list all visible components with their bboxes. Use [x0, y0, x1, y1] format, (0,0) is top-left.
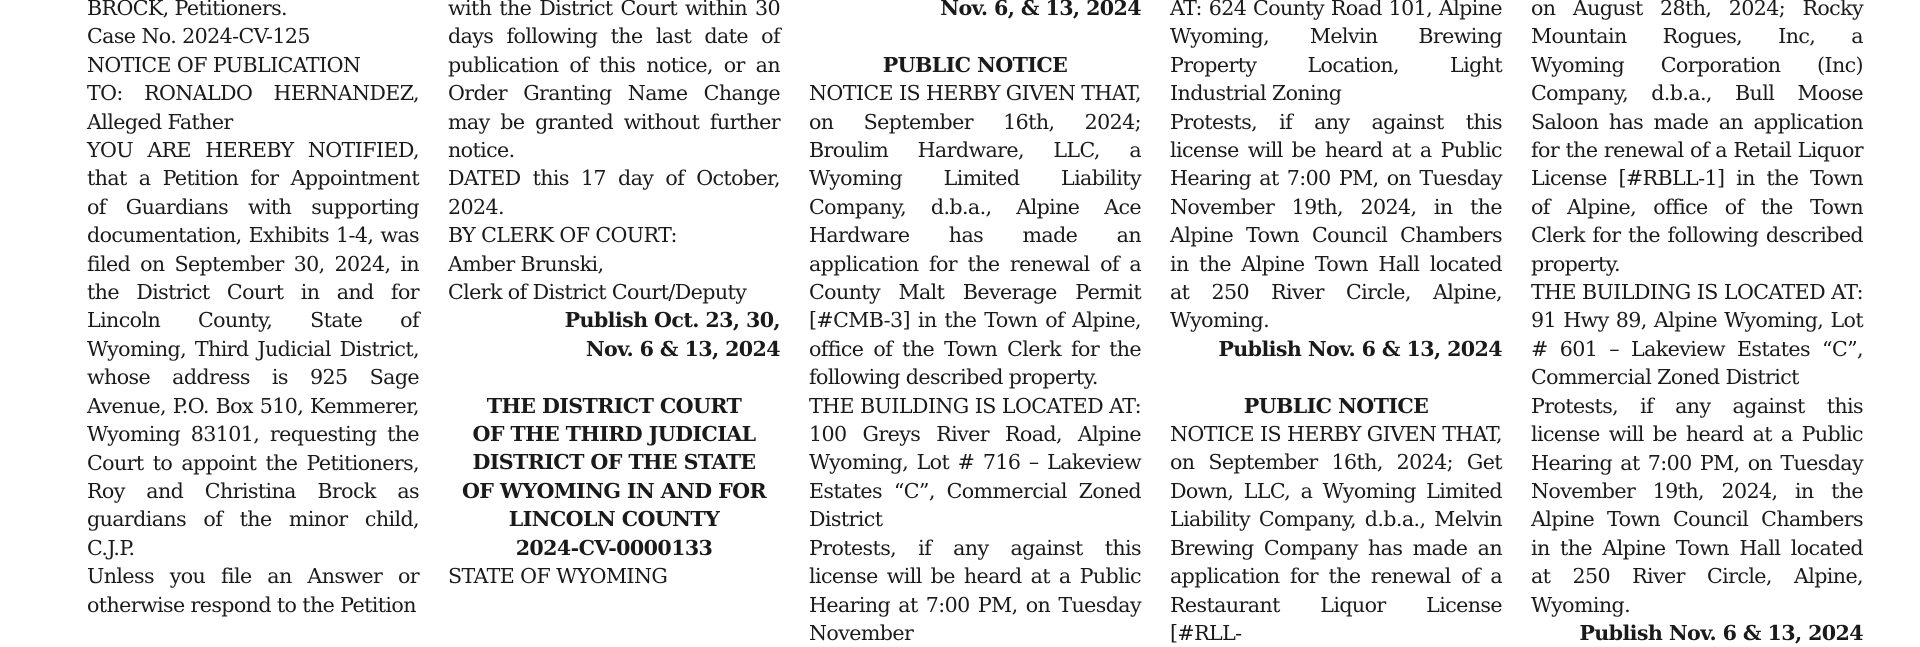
notice-body: THE BUILDING IS LOCATED AT: 91 Hwy 89, Alpine Wyoming, Lot # 601 – Lakeview Estates “C”, Commercial Zoned District: [1531, 280, 1863, 390]
notice-heading: OF WYOMING IN AND FOR: [461, 478, 767, 503]
notice-body: STATE OF WYOMING: [448, 564, 668, 589]
notice-signature: BY CLERK OF COURT:: [448, 223, 677, 248]
column-5: [1531, 0, 1863, 647]
notice-heading: OF THE THIRD JUDICIAL: [472, 422, 756, 447]
notice-body: with the District Court within 30 days following the last date of publication of this notice, or an Order Granting Name Change may be granted without further notice.: [448, 0, 780, 163]
column-2: [448, 0, 780, 591]
notice-signature: Amber Brunski,: [448, 251, 604, 276]
column-3: [809, 0, 1141, 647]
publish-dates: Publish Nov. 6 & 13, 2024: [1579, 620, 1863, 645]
case-number: 2024-CV-0000133: [515, 535, 713, 560]
notice-body: Protests, if any against this license will be heard at a Public Hearing at 7:00 PM, on Tuesday November 19th, 2024, in the Alpine Town Council Chambers in the Alpine Town Hall located at 250 River Circle, Alpine, Wyoming.: [1531, 393, 1863, 617]
notice-body: NOTICE IS HERBY GIVEN THAT, on September 16th, 2024; Broulim Hardware, LLC, a Wyoming Limited Liability Company, d.b.a., Alpine Ace Hardware has made an application for the renewal of a County Malt Beverage Permit [#CMB-3] in the Town of Alpine, office of the Town Clerk for the following described property.: [809, 81, 1141, 390]
notice-dated: DATED this 17 day of October, 2024.: [448, 166, 780, 219]
case-number: Case No. 2024-CV-125: [87, 24, 310, 49]
notice-body: on August 28th, 2024; Rocky Mountain Rogues, Inc, a Wyoming Corporation (Inc) Company, d.b.a., Bull Moose Saloon has made an application for the renewal of a Retail Liquor License [#RBLL-1] in the Town of Alpine, office of the Town Clerk for the following described property.: [1531, 0, 1863, 276]
publish-dates: Nov. 6, & 13, 2024: [940, 0, 1141, 20]
notice-body: Protests, if any against this license will be heard at a Public Hearing at 7:00 PM, on Tuesday November: [809, 535, 1141, 645]
notice-heading: PUBLIC NOTICE: [1243, 393, 1429, 418]
notice-body: THE BUILDING IS LOCATED AT: 100 Greys River Road, Alpine Wyoming, Lot # 716 – Lakeview Estates “C”, Commercial Zoned District: [809, 393, 1141, 532]
notice-body: YOU ARE HEREBY NOTIFIED, that a Petition for Appointment of Guardians with supporting documentation, Exhibits 1-4, was filed on September 30, 2024, in the District Court in and for Lincoln County, State of Wyoming, Third Judicial District, whose address is 925 Sage Avenue, P.O. Box 510, Kemmerer, Wyoming 83101, requesting the Court to appoint the Petitioners, Roy and Christina Brock as guardians of the minor child, C.J.P.: [87, 138, 419, 560]
notice-body: Protests, if any against this license will be heard at a Public Hearing at 7:00 PM, on Tuesday November 19th, 2024, in the Alpine Town Council Chambers in the Alpine Town Hall located at 250 River Circle, Alpine, Wyoming.: [1170, 109, 1502, 333]
notice-heading: DISTRICT OF THE STATE: [472, 450, 756, 475]
notice-body: Unless you file an Answer or otherwise respond to the Petition: [87, 564, 419, 617]
publish-dates: Publish Oct. 23, 30, Nov. 6 & 13, 2024: [564, 308, 780, 361]
column-4: [1170, 0, 1502, 647]
notice-body: AT: 624 County Road 101, Alpine Wyoming, Melvin Brewing Property Location, Light Industrial Zoning: [1170, 0, 1502, 106]
notice-title: NOTICE OF PUBLICATION: [87, 52, 361, 77]
notice-line: BROCK, Petitioners.: [87, 0, 288, 20]
notice-addressee: TO: RONALDO HERNANDEZ, Alleged Father: [87, 81, 419, 134]
column-1: [87, 0, 419, 619]
notice-signature: Clerk of District Court/Deputy: [448, 280, 747, 305]
publish-dates: Publish Nov. 6 & 13, 2024: [1218, 336, 1502, 361]
notice-heading: THE DISTRICT COURT: [486, 393, 742, 418]
notice-body: NOTICE IS HERBY GIVEN THAT, on September 16th, 2024; Get Down, LLC, a Wyoming Limited Liability Company, d.b.a., Melvin Brewing Company has made an application for the renewal of a Restaurant Liquor License [#RLL-: [1170, 422, 1502, 645]
notice-heading: LINCOLN COUNTY: [508, 507, 720, 532]
notice-heading: PUBLIC NOTICE: [882, 52, 1068, 77]
